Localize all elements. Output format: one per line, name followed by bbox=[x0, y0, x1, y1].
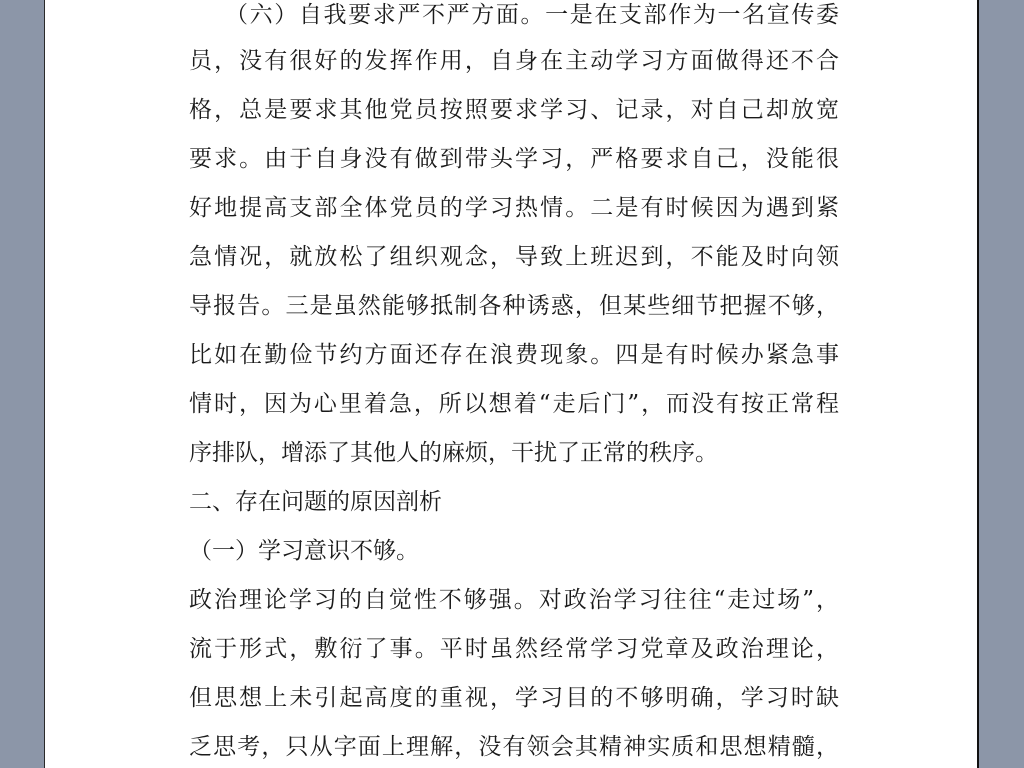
text-line: 乏思考，只从字面上理解，没有领会其精神实质和思想精髓， bbox=[189, 734, 839, 760]
text-line: 二、存在问题的原因剖析 bbox=[189, 489, 442, 515]
text-line: 好地提高支部全体党员的学习热情。二是有时候因为遇到紧 bbox=[189, 195, 839, 221]
text-line: 员，没有很好的发挥作用，自身在主动学习方面做得还不合 bbox=[189, 48, 839, 74]
document-page bbox=[44, 0, 979, 768]
text-line: 要求。由于自身没有做到带头学习，严格要求自己，没能很 bbox=[189, 146, 839, 172]
text-line: （六）自我要求严不严方面。一是在支部作为一名宣传委 bbox=[225, 2, 839, 28]
text-line: 急情况，就放松了组织观念，导致上班迟到，不能及时向领 bbox=[189, 244, 839, 270]
text-line: 序排队，增添了其他人的麻烦，干扰了正常的秩序。 bbox=[189, 440, 718, 466]
text-line: 导报告。三是虽然能够抵制各种诱惑，但某些细节把握不够， bbox=[189, 293, 839, 319]
text-line: 政治理论学习的自觉性不够强。对政治学习往往“走过场”， bbox=[189, 587, 839, 613]
text-line: 流于形式，敷衍了事。平时虽然经常学习党章及政治理论， bbox=[189, 636, 839, 662]
text-line: 格，总是要求其他党员按照要求学习、记录，对自己却放宽 bbox=[189, 97, 839, 123]
text-line: 但思想上未引起高度的重视，学习目的不够明确，学习时缺 bbox=[189, 685, 839, 711]
text-line: （一）学习意识不够。 bbox=[189, 538, 419, 564]
text-line: 情时，因为心里着急，所以想着“走后门”，而没有按正常程 bbox=[189, 391, 839, 417]
text-line: 比如在勤俭节约方面还存在浪费现象。四是有时候办紧急事 bbox=[189, 342, 839, 368]
